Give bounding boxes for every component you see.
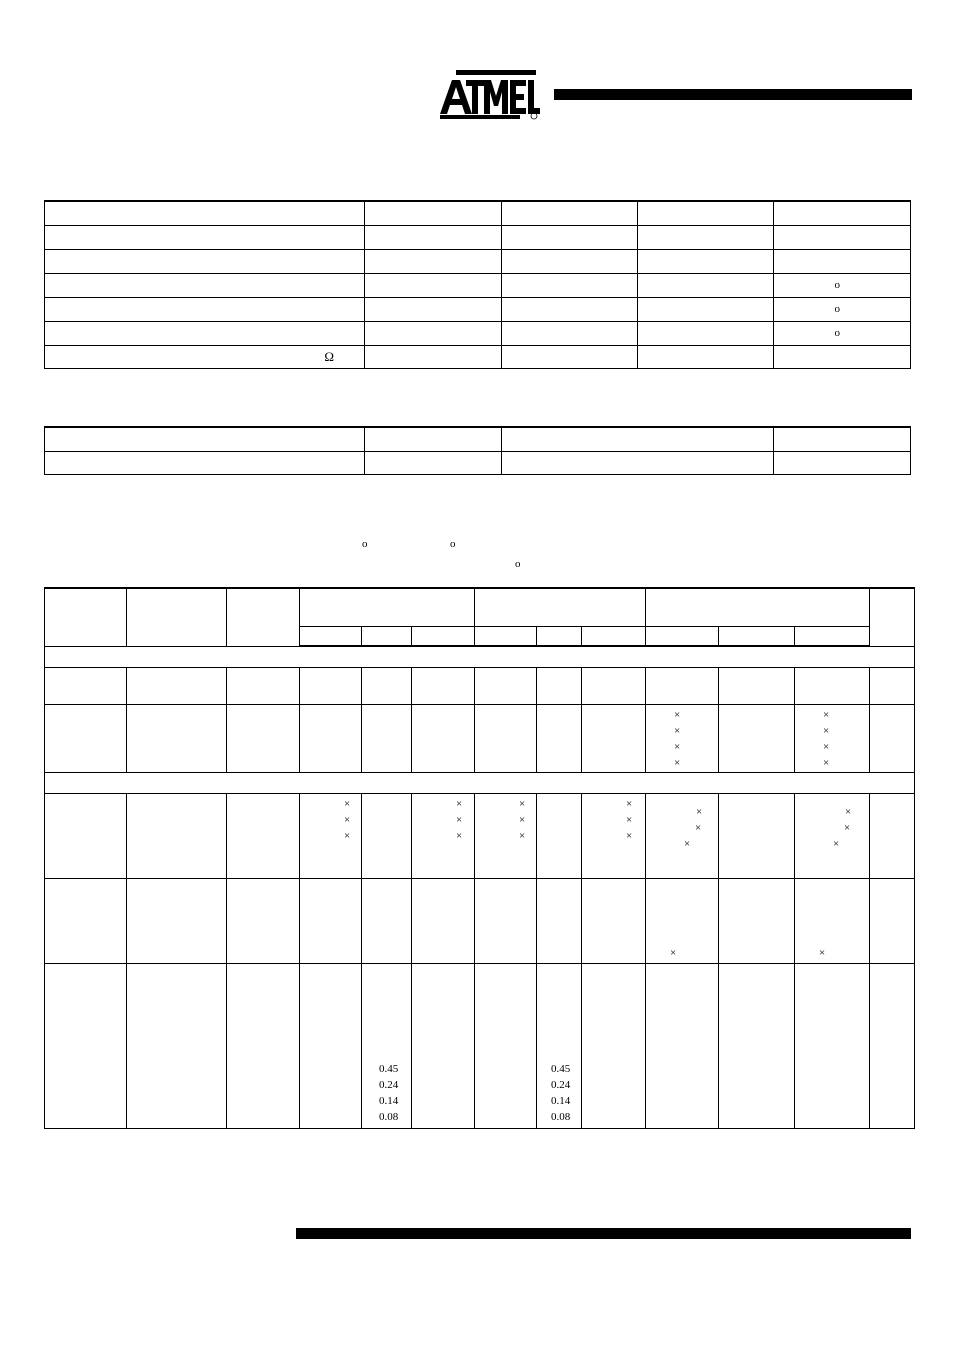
header-rule [554,89,912,100]
times-symbol: × [344,813,351,826]
times-symbol: × [344,797,351,810]
value-a-2: 0.24 [379,1078,399,1091]
times-symbol: × [823,724,830,737]
degree-symbol: o [834,327,840,339]
value-a-1: 0.45 [379,1062,399,1075]
times-symbol: × [696,805,703,818]
times-symbol: × [833,837,840,850]
times-symbol: × [626,813,633,826]
ohm-symbol: Ω [324,348,334,364]
value-b-3: 0.14 [551,1094,571,1107]
times-symbol: × [674,756,681,769]
note-degree: o [362,538,368,550]
times-symbol: × [674,724,681,737]
times-symbol: × [519,813,526,826]
times-symbol: × [674,708,681,721]
value-b-2: 0.24 [551,1078,571,1091]
value-b-4: 0.08 [551,1110,571,1123]
degree-symbol: o [834,279,840,291]
times-symbol: × [519,829,526,842]
times-symbol: × [670,946,677,959]
times-symbol: × [844,821,851,834]
footer-rule [296,1228,911,1239]
value-a-3: 0.14 [379,1094,399,1107]
times-symbol: × [823,740,830,753]
table-3 [44,587,915,1129]
table-1 [44,200,911,369]
times-symbol: × [456,813,463,826]
times-symbol: × [684,837,691,850]
atmel-logo [438,68,542,120]
times-symbol: × [845,805,852,818]
times-symbol: × [823,708,830,721]
times-symbol: × [674,740,681,753]
times-symbol: × [695,821,702,834]
degree-symbol: o [834,303,840,315]
times-symbol: × [823,756,830,769]
value-b-1: 0.45 [551,1062,571,1075]
note-degree: o [515,558,521,570]
times-symbol: × [519,797,526,810]
times-symbol: × [456,797,463,810]
times-symbol: × [626,797,633,810]
times-symbol: × [819,946,826,959]
table-2 [44,426,911,475]
value-a-4: 0.08 [379,1110,399,1123]
note-degree: o [450,538,456,550]
times-symbol: × [456,829,463,842]
times-symbol: × [344,829,351,842]
times-symbol: × [626,829,633,842]
